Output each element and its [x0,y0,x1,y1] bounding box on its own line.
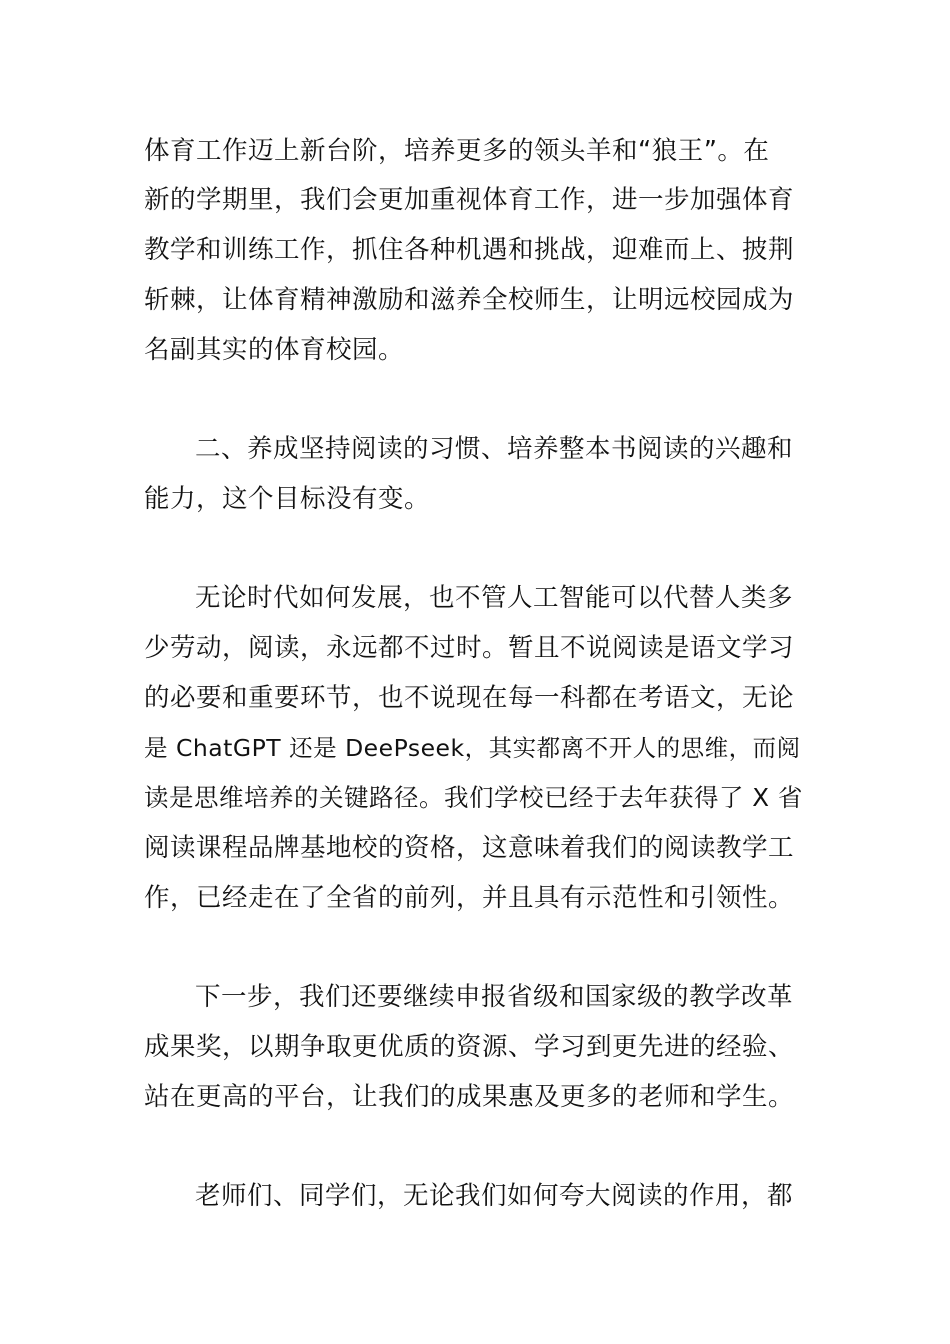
paragraph-3-line-2: 少劳动，阅读，永远都不过时。暂且不说阅读是语文学习 [144,633,795,663]
paragraph-4-line-2: 成果奖，以期争取更优质的资源、学习到更先进的经验、 [144,1032,795,1062]
paragraph-3-line-3: 的必要和重要环节，也不说现在每一科都在考语文，无论 [144,683,795,713]
paragraph-3-line-5: 读是思维培养的关键路径。我们学校已经于去年获得了 X 省 [144,783,803,812]
paragraph-4-line-3: 站在更高的平台，让我们的成果惠及更多的老师和学生。 [144,1082,795,1112]
paragraph-1-line-1: 体育工作迈上新台阶，培养更多的领头羊和“狼王”。在 [144,136,770,166]
paragraph-1-line-3: 教学和训练工作，抓住各种机遇和挑战，迎难而上、披荆 [144,235,795,265]
paragraph-2-line-2: 能力，这个目标没有变。 [144,484,431,514]
paragraph-1-line-2: 新的学期里，我们会更加重视体育工作，进一步加强体育 [144,185,795,215]
paragraph-5-line-1: 老师们、同学们，无论我们如何夸大阅读的作用，都 [195,1181,794,1211]
paragraph-1-line-4: 斩棘，让体育精神激励和滋养全校师生，让明远校园成为 [144,285,795,315]
paragraph-3-line-4: 是 ChatGPT 还是 DeePseek，其实都离不开人的思维，而阅 [144,734,801,762]
paragraph-1-line-5: 名副其实的体育校园。 [144,335,405,365]
paragraph-3-line-6: 阅读课程品牌基地校的资格，这意味着我们的阅读教学工 [144,833,795,863]
paragraph-3-line-7: 作，已经走在了全省的前列，并且具有示范性和引领性。 [144,883,795,913]
paragraph-4-line-1: 下一步，我们还要继续申报省级和国家级的教学改革 [195,982,794,1012]
paragraph-3-line-1: 无论时代如何发展，也不管人工智能可以代替人类多 [195,583,794,613]
paragraph-2-line-1: 二、养成坚持阅读的习惯、培养整本书阅读的兴趣和 [195,434,794,464]
